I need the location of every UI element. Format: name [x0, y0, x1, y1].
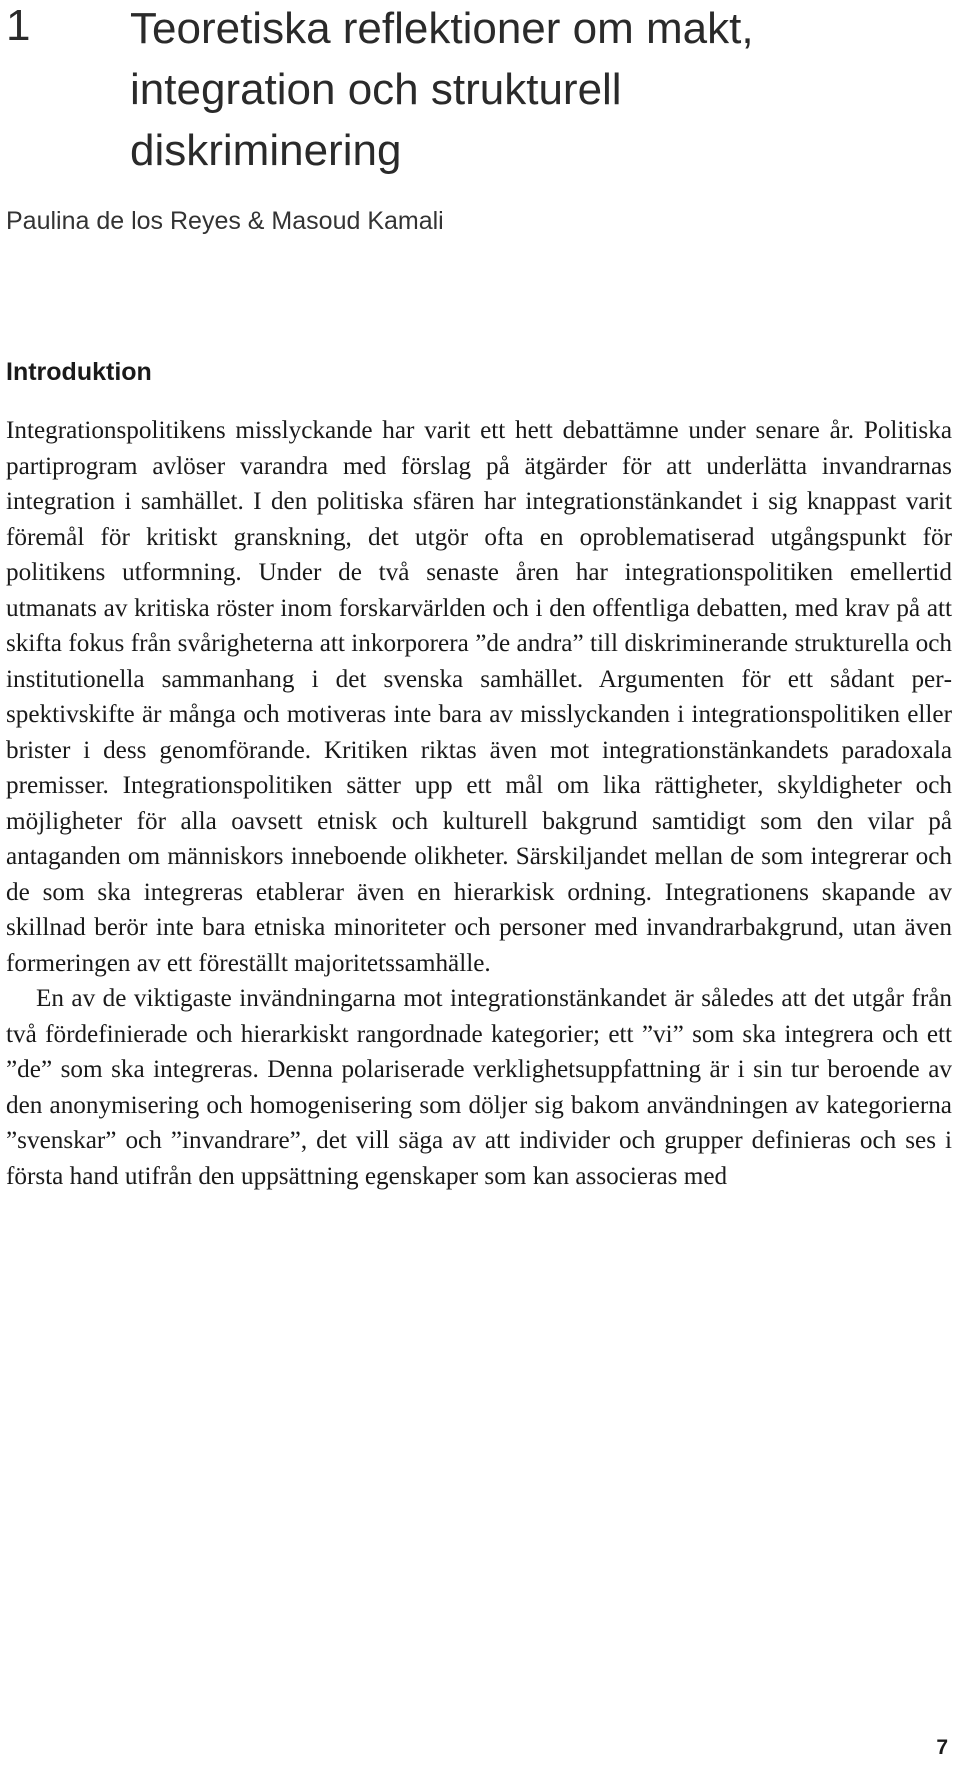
body-text [6, 413, 952, 1194]
paragraph-1: Integrationspolitikens misslyckande har varit ett hett debattämne under senare år. Politiska partiprogram avlöser varandra med förslag på ätgärder för att underlätta invandrarnas integration i samhället. I den politiska sfären har integrationstänkandet i sig knappast varit föremål för kritiskt granskning, det utgör ofta en oproblematiserad utgångspunkt för politikens utformning. Under de två senaste åren har integrationspolitiken emellertid utmanats av kritiska röster inom forskarvärlden och i den offentliga debatten, med krav på att skifta fokus från svårigheterna att inkorporera ”de andra” till diskriminerande strukturella och institutionella sammanhang i det svenska samhället. Argumenten för ett sådant perspektivskifte är många och motiveras inte bara av misslyckanden i integrationspolitiken eller brister i dess genomförande. Kritiken riktas även mot integrationstänkandets paradoxala premisser. Integrationspolitiken sätter upp ett mål om lika rättigheter, skyldigheter och möjligheter för alla oavsett etnisk och kulturell bakgrund samtidigt som den vilar på antaganden om människors inneboende olikheter. Särskiljandet mellan de som integrerar och de som ska integreras etablerar även en hierarkisk ordning. Integrationens skapande av skillnad berör inte bara etniska minoriteter och personer med invandrarbakgrund, utan även formeringen av ett föreställt majoritetssamhälle. [6, 417, 952, 977]
chapter-authors: Paulina de los Reyes & Masoud Kamali [6, 207, 444, 235]
page-number: 7 [936, 1736, 948, 1759]
section-heading: Introduktion [6, 358, 152, 386]
chapter-title: Teoretiska reflektioner om makt, integration och strukturell diskriminering [130, 4, 754, 175]
paragraph-2: En av de viktigaste invändningarna mot integrationstänkandet är således att det utgår från två fördefinierade och hierarkiskt rangordnade kategorier; ett ”vi” som ska integrera och ett ”de” som ska integreras. Denna polariserade verklighetsuppfattning är i sin tur beroende av den anonymisering och homogenisering som döljer sig bakom användningen av kategorierna ”svenskar” och ”invandrare”, det vill säga av att individer och grupper definieras och ses i första hand utifrån den uppsättning egenskaper som kan associeras med [6, 985, 952, 1190]
chapter-number: 1 [6, 1, 31, 50]
